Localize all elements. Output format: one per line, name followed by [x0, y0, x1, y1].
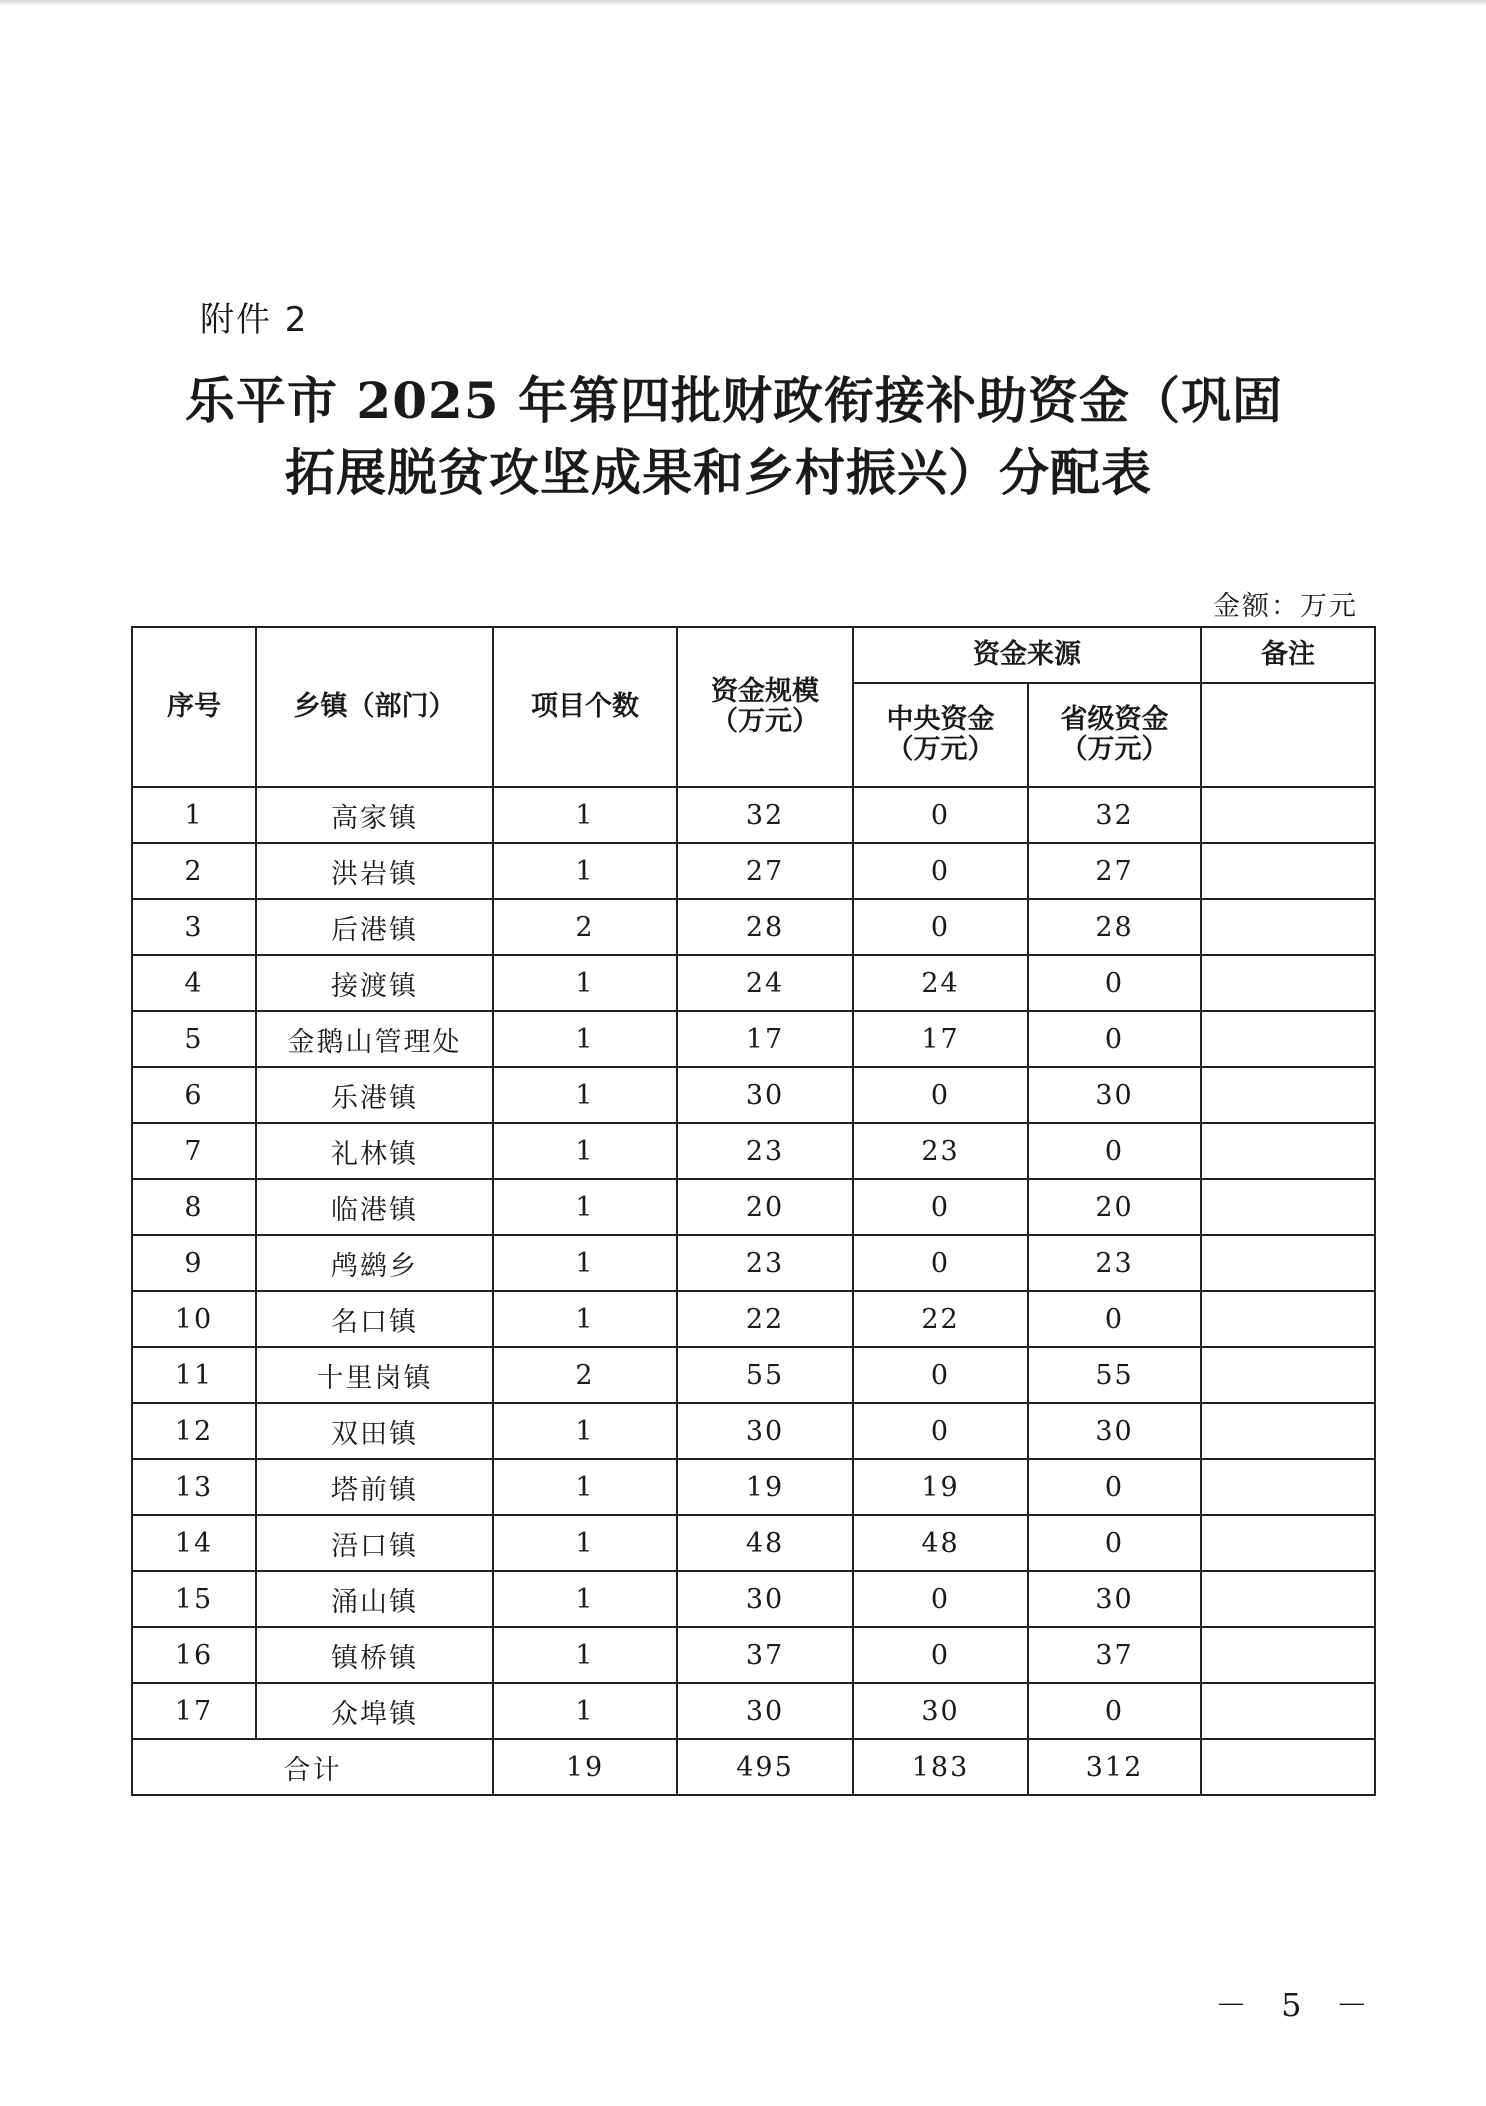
- cell-scale: 23: [677, 1123, 853, 1179]
- cell-town: 塔前镇: [256, 1459, 493, 1515]
- cell-central: 0: [853, 899, 1028, 955]
- cell-town: 浯口镇: [256, 1515, 493, 1571]
- cell-scale: 28: [677, 899, 853, 955]
- cell-seq: 16: [132, 1627, 256, 1683]
- cell-town: 乐港镇: [256, 1067, 493, 1123]
- cell-provincial: 0: [1028, 1459, 1201, 1515]
- total-row: [132, 1739, 1375, 1795]
- cell-seq: 3: [132, 899, 256, 955]
- cell-town: 礼林镇: [256, 1123, 493, 1179]
- cell-provincial: 27: [1028, 843, 1201, 899]
- cell-seq: 6: [132, 1067, 256, 1123]
- cell-count: 1: [493, 1067, 677, 1123]
- cell-remark: [1201, 1123, 1375, 1179]
- cell-scale: 17: [677, 1011, 853, 1067]
- cell-central: 0: [853, 787, 1028, 843]
- cell-remark: [1201, 955, 1375, 1011]
- cell-seq: 2: [132, 843, 256, 899]
- cell-count: 1: [493, 1515, 677, 1571]
- cell-seq: 12: [132, 1403, 256, 1459]
- header-seq: 序号: [132, 627, 256, 787]
- cell-town: 高家镇: [256, 787, 493, 843]
- cell-scale: 37: [677, 1627, 853, 1683]
- cell-central: 23: [853, 1123, 1028, 1179]
- cell-seq: 10: [132, 1291, 256, 1347]
- cell-central: 0: [853, 1067, 1028, 1123]
- cell-provincial: 0: [1028, 1291, 1201, 1347]
- cell-central: 0: [853, 1347, 1028, 1403]
- cell-provincial: 37: [1028, 1627, 1201, 1683]
- table-row: [132, 1515, 1375, 1571]
- table-row: [132, 1123, 1375, 1179]
- cell-central: 19: [853, 1459, 1028, 1515]
- cell-town: 涌山镇: [256, 1571, 493, 1627]
- cell-town: 双田镇: [256, 1403, 493, 1459]
- cell-remark: [1201, 1179, 1375, 1235]
- cell-remark: [1201, 1683, 1375, 1739]
- cell-seq: 13: [132, 1459, 256, 1515]
- cell-town: 镇桥镇: [256, 1627, 493, 1683]
- cell-town: 临港镇: [256, 1179, 493, 1235]
- cell-provincial: 0: [1028, 1123, 1201, 1179]
- cell-scale: 30: [677, 1067, 853, 1123]
- cell-remark: [1201, 1235, 1375, 1291]
- cell-provincial: 0: [1028, 955, 1201, 1011]
- total-provincial: 312: [1028, 1739, 1201, 1795]
- table-row: [132, 1235, 1375, 1291]
- header-scale-text: 资金规模（万元）: [711, 676, 819, 737]
- table-row: [132, 1627, 1375, 1683]
- total-scale: 495: [677, 1739, 853, 1795]
- cell-count: 1: [493, 1571, 677, 1627]
- table-row: [132, 1683, 1375, 1739]
- table-header: [132, 627, 1375, 787]
- cell-central: 0: [853, 1627, 1028, 1683]
- table-body: [132, 787, 1375, 1739]
- cell-remark: [1201, 787, 1375, 843]
- header-central: [853, 683, 1028, 787]
- table-row: [132, 1571, 1375, 1627]
- header-scale: [677, 627, 853, 787]
- allocation-table: [131, 626, 1376, 1796]
- cell-scale: 27: [677, 843, 853, 899]
- cell-scale: 30: [677, 1571, 853, 1627]
- table-row: [132, 1067, 1375, 1123]
- cell-scale: 23: [677, 1235, 853, 1291]
- cell-town: 名口镇: [256, 1291, 493, 1347]
- cell-count: 1: [493, 1403, 677, 1459]
- cell-scale: 20: [677, 1179, 853, 1235]
- table-row: [132, 1403, 1375, 1459]
- cell-remark: [1201, 1347, 1375, 1403]
- cell-scale: 30: [677, 1403, 853, 1459]
- title-line-1: 乐平市 2025 年第四批财政衔接补助资金（巩固: [185, 371, 1283, 430]
- page-number: － 5 －: [1215, 1986, 1380, 2024]
- table-row: [132, 843, 1375, 899]
- cell-provincial: 32: [1028, 787, 1201, 843]
- cell-count: 1: [493, 1179, 677, 1235]
- cell-town: 鸬鹚乡: [256, 1235, 493, 1291]
- cell-provincial: 0: [1028, 1683, 1201, 1739]
- cell-provincial: 30: [1028, 1571, 1201, 1627]
- cell-remark: [1201, 1627, 1375, 1683]
- cell-provincial: 30: [1028, 1403, 1201, 1459]
- cell-seq: 5: [132, 1011, 256, 1067]
- cell-count: 1: [493, 1627, 677, 1683]
- cell-remark: [1201, 899, 1375, 955]
- header-remark: 备注: [1201, 627, 1375, 683]
- scan-edge: [0, 0, 1486, 6]
- cell-town: 后港镇: [256, 899, 493, 955]
- cell-town: 众埠镇: [256, 1683, 493, 1739]
- cell-count: 2: [493, 1347, 677, 1403]
- cell-scale: 22: [677, 1291, 853, 1347]
- cell-seq: 4: [132, 955, 256, 1011]
- cell-remark: [1201, 1571, 1375, 1627]
- cell-scale: 24: [677, 955, 853, 1011]
- cell-remark: [1201, 1067, 1375, 1123]
- table-row: [132, 955, 1375, 1011]
- cell-remark: [1201, 1403, 1375, 1459]
- cell-provincial: 0: [1028, 1011, 1201, 1067]
- table-row: [132, 787, 1375, 843]
- cell-scale: 32: [677, 787, 853, 843]
- table-row: [132, 1179, 1375, 1235]
- cell-provincial: 20: [1028, 1179, 1201, 1235]
- cell-provincial: 0: [1028, 1515, 1201, 1571]
- cell-remark: [1201, 1459, 1375, 1515]
- cell-remark: [1201, 1515, 1375, 1571]
- cell-scale: 30: [677, 1683, 853, 1739]
- table-row: [132, 1011, 1375, 1067]
- cell-seq: 9: [132, 1235, 256, 1291]
- cell-provincial: 23: [1028, 1235, 1201, 1291]
- table-row: [132, 899, 1375, 955]
- cell-central: 48: [853, 1515, 1028, 1571]
- cell-scale: 48: [677, 1515, 853, 1571]
- cell-scale: 19: [677, 1459, 853, 1515]
- cell-count: 1: [493, 787, 677, 843]
- cell-provincial: 55: [1028, 1347, 1201, 1403]
- total-remark: [1201, 1739, 1375, 1795]
- cell-central: 17: [853, 1011, 1028, 1067]
- cell-seq: 8: [132, 1179, 256, 1235]
- total-count: 19: [493, 1739, 677, 1795]
- cell-seq: 17: [132, 1683, 256, 1739]
- cell-scale: 55: [677, 1347, 853, 1403]
- cell-count: 1: [493, 1683, 677, 1739]
- cell-seq: 11: [132, 1347, 256, 1403]
- cell-seq: 7: [132, 1123, 256, 1179]
- cell-count: 1: [493, 1235, 677, 1291]
- cell-remark: [1201, 1291, 1375, 1347]
- cell-seq: 1: [132, 787, 256, 843]
- header-town: 乡镇（部门）: [256, 627, 493, 787]
- header-source: 资金来源: [853, 627, 1201, 683]
- cell-central: 0: [853, 843, 1028, 899]
- cell-count: 1: [493, 843, 677, 899]
- unit-note: 金额：万元: [1213, 591, 1358, 622]
- header-count: 项目个数: [493, 627, 677, 787]
- header-central-text: 中央资金（万元）: [886, 704, 995, 765]
- cell-count: 1: [493, 955, 677, 1011]
- cell-count: 1: [493, 1459, 677, 1515]
- cell-central: 30: [853, 1683, 1028, 1739]
- document-title: [185, 365, 1315, 509]
- cell-central: 0: [853, 1403, 1028, 1459]
- header-provincial-text: 省级资金（万元）: [1060, 704, 1169, 765]
- total-central: 183: [853, 1739, 1028, 1795]
- title-line-2: 拓展脱贫攻坚成果和乡村振兴）分配表: [285, 443, 1152, 502]
- cell-town: 十里岗镇: [256, 1347, 493, 1403]
- cell-town: 金鹅山管理处: [256, 1011, 493, 1067]
- table-row: [132, 1347, 1375, 1403]
- cell-town: 洪岩镇: [256, 843, 493, 899]
- cell-provincial: 30: [1028, 1067, 1201, 1123]
- cell-central: 0: [853, 1235, 1028, 1291]
- cell-count: 1: [493, 1123, 677, 1179]
- cell-seq: 15: [132, 1571, 256, 1627]
- cell-provincial: 28: [1028, 899, 1201, 955]
- cell-seq: 14: [132, 1515, 256, 1571]
- cell-count: 2: [493, 899, 677, 955]
- header-provincial: [1028, 683, 1201, 787]
- header-remark-blank: [1201, 683, 1375, 787]
- cell-central: 0: [853, 1179, 1028, 1235]
- total-label: 合计: [132, 1739, 493, 1795]
- cell-central: 24: [853, 955, 1028, 1011]
- cell-remark: [1201, 1011, 1375, 1067]
- cell-central: 22: [853, 1291, 1028, 1347]
- table-row: [132, 1291, 1375, 1347]
- cell-town: 接渡镇: [256, 955, 493, 1011]
- attachment-label: 附件 2: [200, 300, 309, 340]
- cell-remark: [1201, 843, 1375, 899]
- cell-count: 1: [493, 1011, 677, 1067]
- cell-count: 1: [493, 1291, 677, 1347]
- table-row: [132, 1459, 1375, 1515]
- cell-central: 0: [853, 1571, 1028, 1627]
